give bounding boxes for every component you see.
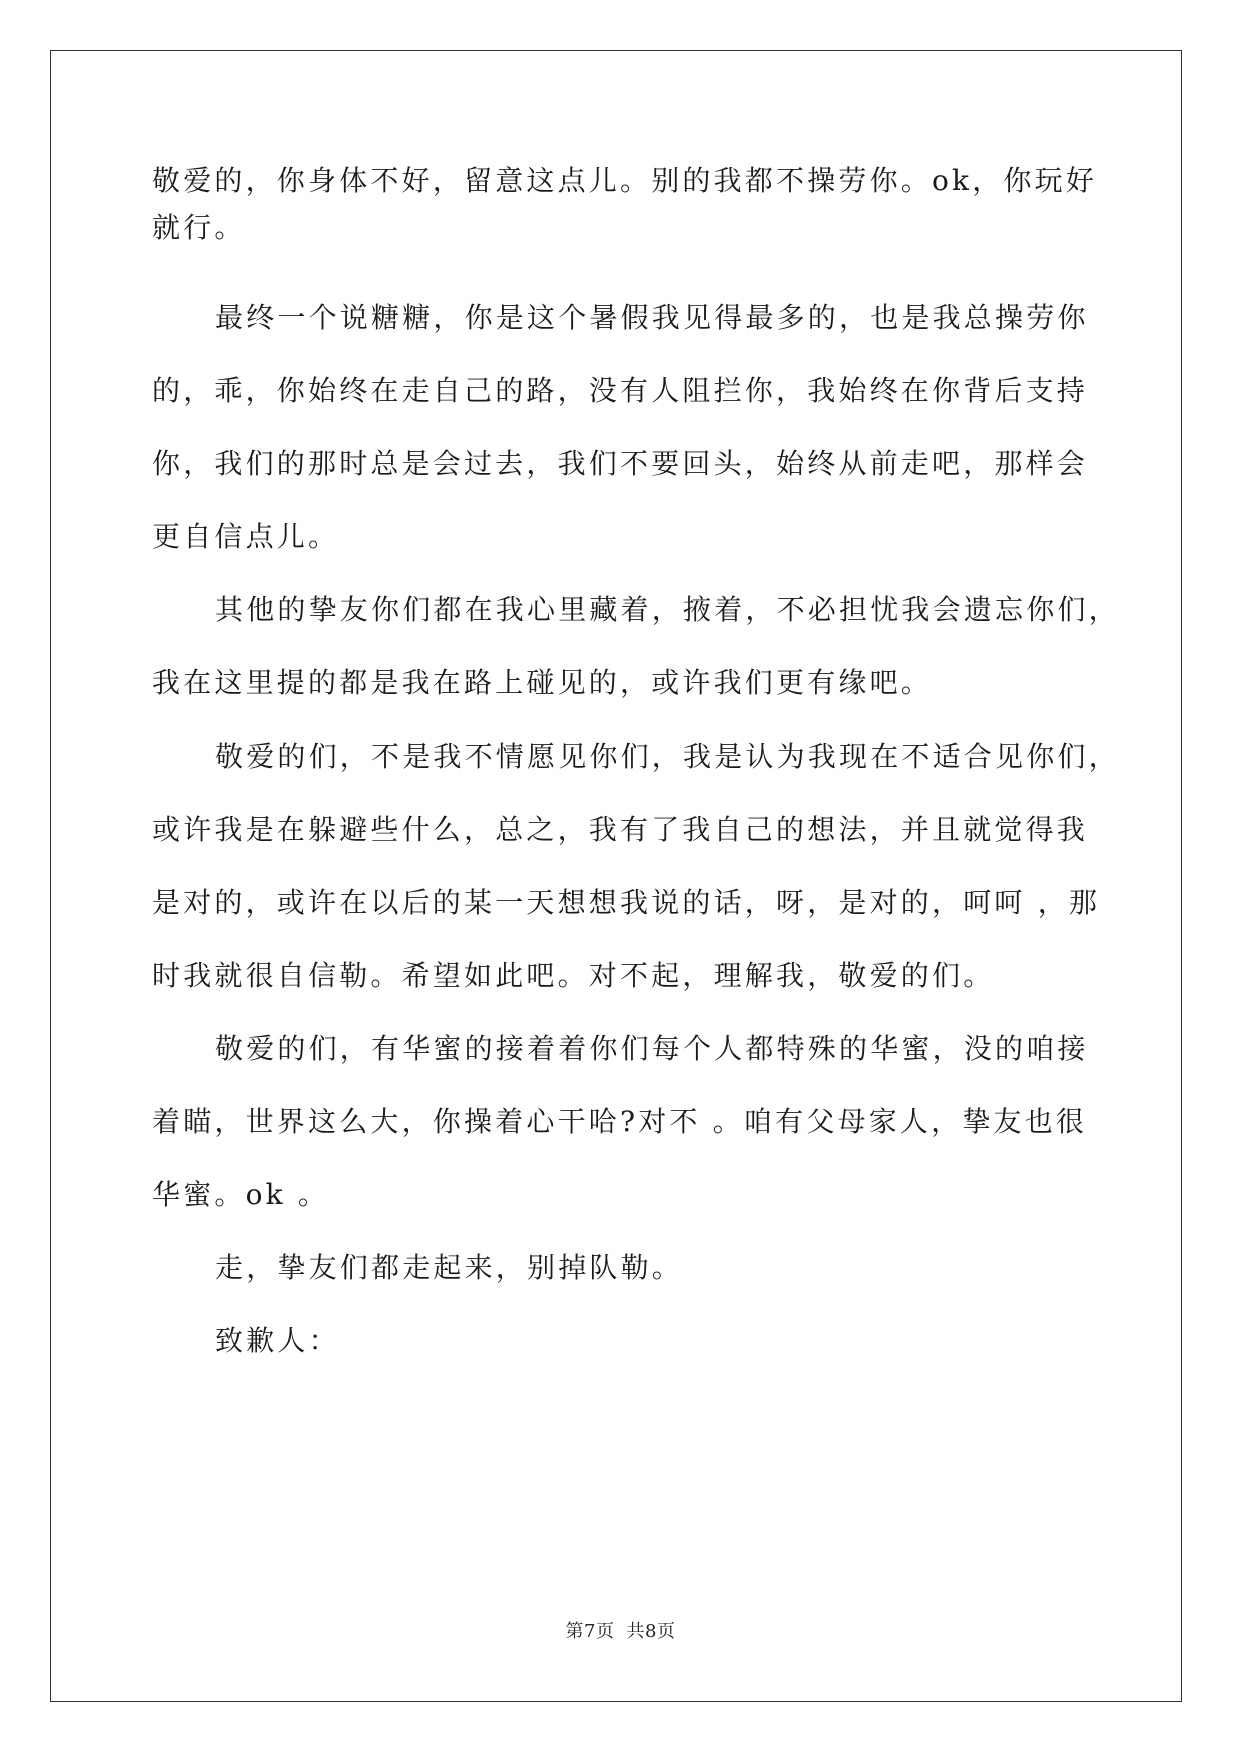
text-line: 我在这里提的都是我在路上碰见的，或许我们更有缘吧。 — [152, 666, 933, 699]
text-line: 或许我是在躲避些什么，总之，我有了我自己的想法，并且就觉得我 — [152, 813, 1089, 846]
text-line: 华蜜。ok 。 — [152, 1178, 330, 1211]
page-number-current: 第7页 — [565, 1621, 615, 1642]
text-line: 最终一个说糖糖，你是这个暑假我见得最多的，也是我总操劳你 — [215, 301, 1089, 334]
text-line: 更自信点儿。 — [152, 520, 340, 553]
text-line: 敬爱的，你身体不好，留意这点儿。别的我都不操劳你。ok，你玩好 — [152, 164, 1098, 197]
text-line: 是对的，或许在以后的某一天想想我说的话，呀，是对的，呵呵 ，那 — [152, 886, 1101, 919]
text-line: 敬爱的们，不是我不情愿见你们，我是认为我现在不适合见你们， — [215, 740, 1120, 773]
text-line: 其他的挚友你们都在我心里藏着，掖着，不必担忧我会遗忘你们， — [215, 593, 1120, 626]
text-line: 时我就很自信勒。希望如此吧。对不起，理解我，敬爱的们。 — [152, 959, 995, 992]
page-number-total: 共8页 — [626, 1621, 676, 1642]
text-line: 着瞄，世界这么大，你操着心干哈?对不 。咱有父母家人，挚友也很 — [152, 1105, 1088, 1138]
text-line: 的，乖，你始终在走自己的路，没有人阻拦你，我始终在你背后支持 — [152, 374, 1089, 407]
text-line: 你，我们的那时总是会过去，我们不要回头，始终从前走吧，那样会 — [152, 447, 1089, 480]
text-line: 敬爱的们，有华蜜的接着着你们每个人都特殊的华蜜，没的咱接 — [215, 1032, 1089, 1065]
page-border — [50, 50, 1182, 1702]
page-footer — [0, 1620, 1241, 1644]
text-line: 就行。 — [152, 211, 246, 244]
text-line: 走，挚友们都走起来，别掉队勒。 — [215, 1251, 684, 1284]
text-line: 致歉人： — [215, 1324, 340, 1357]
